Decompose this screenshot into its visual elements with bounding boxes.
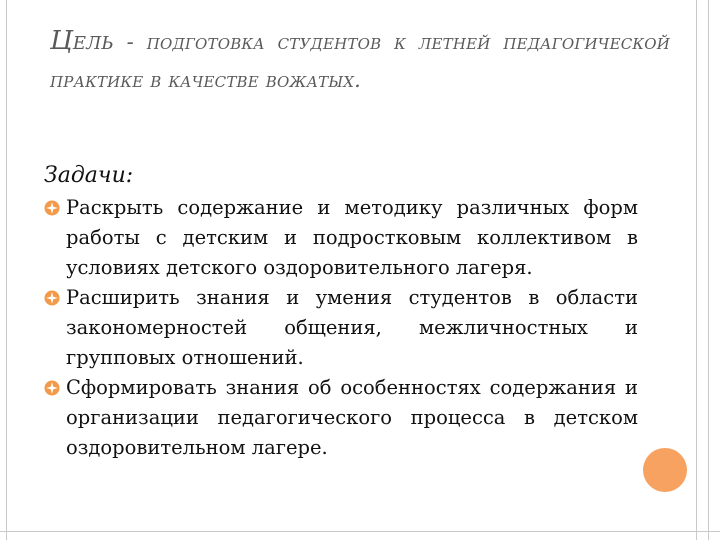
decorative-orange-circle	[643, 448, 687, 492]
border-line-bottom	[0, 531, 720, 532]
tasks-heading: Задачи:	[44, 163, 134, 188]
border-line-left	[6, 0, 7, 540]
task-text: Раскрыть содержание и методику различных форм работы с детским и подростковым коллективом в условиях детского оздоровительного лагеря.	[66, 196, 638, 279]
list-item	[44, 193, 638, 283]
border-line-right-outer	[708, 0, 709, 540]
list-item	[44, 373, 638, 463]
tasks-list	[44, 193, 638, 463]
sun-bullet-icon	[44, 380, 60, 396]
list-item	[44, 283, 638, 373]
slide-title	[50, 22, 670, 99]
task-text: Расширить знания и умения студентов в области закономерностей общения, межличностных и групповых отношений.	[66, 286, 638, 369]
border-line-right-inner	[696, 0, 697, 540]
sun-bullet-icon	[44, 290, 60, 306]
sun-bullet-icon	[44, 200, 60, 216]
title-rest: - подготовка студентов к летней педагогической практике в качестве вожатых.	[50, 30, 670, 92]
task-text: Сформировать знания об особенностях содержания и организации педагогического процесса в детском оздоровительном лагере.	[66, 376, 638, 459]
title-first-word: Цель	[50, 26, 114, 56]
